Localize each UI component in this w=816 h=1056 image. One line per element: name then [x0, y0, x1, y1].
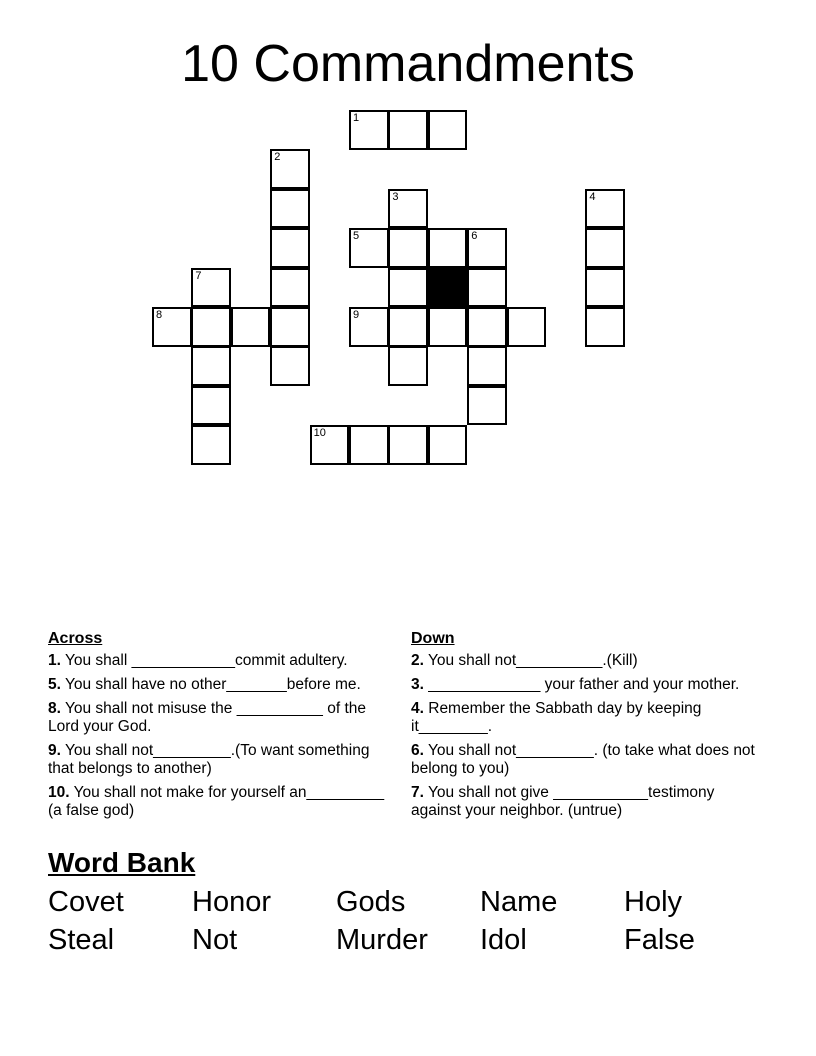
crossword-cell[interactable] — [467, 346, 507, 386]
clue-number: 6. — [411, 742, 424, 759]
crossword-cell[interactable] — [428, 425, 468, 465]
word-bank-title: Word Bank — [48, 847, 196, 878]
clue-down-3 — [411, 676, 756, 694]
clue-down-4 — [411, 700, 756, 736]
clue-across-5 — [48, 676, 393, 694]
clue-text: You shall not give ___________testimony against your neighbor. (untrue) — [411, 784, 715, 819]
crossword-cell[interactable] — [270, 346, 310, 386]
clue-number: 7. — [411, 784, 424, 801]
clue-down-2 — [411, 652, 756, 670]
clue-number: 10. — [48, 784, 70, 801]
word-bank-word: Idol — [480, 924, 527, 956]
clue-across-10 — [48, 784, 393, 820]
crossword-cell[interactable] — [191, 268, 231, 308]
crossword-block — [428, 268, 468, 308]
crossword-cell[interactable] — [388, 425, 428, 465]
clue-text: You shall not__________.(Kill) — [423, 652, 638, 669]
clue-number-label: 6 — [471, 230, 478, 243]
crossword-cell[interactable] — [507, 307, 547, 347]
crossword-cell[interactable] — [349, 110, 389, 150]
crossword-cell[interactable] — [388, 268, 428, 308]
word-bank-word: Name — [480, 886, 558, 918]
clue-across-1 — [48, 652, 393, 670]
crossword-cell[interactable] — [191, 307, 231, 347]
crossword-cell[interactable] — [152, 307, 192, 347]
clue-across-8 — [48, 700, 393, 736]
clue-number-label: 9 — [353, 309, 360, 321]
crossword-cell[interactable] — [388, 346, 428, 386]
clue-text: You shall not make for yourself an_________ (a false god) — [48, 784, 385, 819]
crossword-cell[interactable] — [270, 228, 310, 268]
down-heading: Down — [411, 630, 455, 647]
crossword-cell[interactable] — [310, 425, 350, 465]
clue-number-label: 7 — [195, 269, 202, 282]
word-bank-word: Honor — [192, 886, 271, 918]
clue-number-label: 4 — [589, 190, 596, 203]
clue-number: 8. — [48, 700, 61, 717]
crossword-cell[interactable] — [388, 307, 428, 347]
clue-number: 1. — [48, 652, 61, 669]
crossword-cell[interactable] — [231, 307, 271, 347]
down-clues — [411, 630, 756, 826]
word-bank-word: Murder — [336, 924, 428, 956]
word-bank-word: Covet — [48, 886, 124, 918]
word-bank-word: Steal — [48, 924, 115, 956]
page-title: 10 Commandments — [181, 35, 635, 93]
crossword-cell[interactable] — [270, 189, 310, 229]
crossword-cell[interactable] — [191, 425, 231, 465]
crossword-cell[interactable] — [585, 268, 625, 308]
clue-down-6 — [411, 742, 756, 778]
clue-across-9 — [48, 742, 393, 778]
clue-text: You shall not_________.(To want something that belongs to another) — [48, 742, 370, 777]
crossword-cell[interactable] — [191, 346, 231, 386]
clue-text: You shall not misuse the __________ of the Lord your God. — [48, 700, 367, 735]
clue-text: You shall ____________commit adultery. — [60, 652, 348, 669]
crossword-cell[interactable] — [388, 189, 428, 229]
crossword-cell[interactable] — [191, 386, 231, 426]
crossword-cell[interactable] — [270, 307, 310, 347]
crossword-cell[interactable] — [467, 307, 507, 347]
clue-text: _____________ your father and your mother. — [423, 676, 740, 693]
word-bank-word: Holy — [624, 886, 683, 918]
crossword-cell[interactable] — [428, 110, 468, 150]
word-bank-word: Gods — [336, 886, 406, 918]
crossword-cell[interactable] — [349, 228, 389, 268]
clue-number: 5. — [48, 676, 61, 693]
clue-number: 4. — [411, 700, 424, 717]
across-heading: Across — [48, 630, 103, 647]
crossword-grid — [0, 0, 816, 480]
crossword-cell[interactable] — [270, 268, 310, 308]
clue-number: 2. — [411, 652, 424, 669]
clue-text: You shall have no other_______before me. — [60, 676, 361, 693]
clue-number-label: 5 — [353, 230, 360, 243]
clue-number-label: 8 — [156, 309, 163, 321]
crossword-cell[interactable] — [349, 307, 389, 347]
clue-number: 9. — [48, 742, 61, 759]
crossword-cell[interactable] — [349, 425, 389, 465]
crossword-cell[interactable] — [585, 307, 625, 347]
clue-down-7 — [411, 784, 756, 820]
crossword-cell[interactable] — [388, 110, 428, 150]
crossword-cell[interactable] — [428, 307, 468, 347]
crossword-cell[interactable] — [270, 149, 310, 189]
word-bank-word: Not — [192, 924, 238, 956]
across-clues — [48, 630, 393, 826]
clue-number: 3. — [411, 676, 424, 693]
crossword-cell[interactable] — [585, 228, 625, 268]
crossword-cell[interactable] — [467, 228, 507, 268]
clue-number-label: 3 — [392, 190, 399, 203]
clue-number-label: 10 — [313, 427, 326, 440]
clue-number-label: 1 — [353, 112, 360, 124]
crossword-cell[interactable] — [585, 189, 625, 229]
crossword-cell[interactable] — [388, 228, 428, 268]
clue-number-label: 2 — [274, 151, 281, 164]
crossword-cell[interactable] — [428, 228, 468, 268]
word-bank — [48, 883, 768, 959]
crossword-cell[interactable] — [467, 268, 507, 308]
clue-text: Remember the Sabbath day by keeping it________. — [411, 700, 702, 735]
crossword-cell[interactable] — [467, 386, 507, 426]
clue-text: You shall not_________. (to take what does not belong to you) — [411, 742, 755, 777]
word-bank-word: False — [624, 924, 695, 956]
